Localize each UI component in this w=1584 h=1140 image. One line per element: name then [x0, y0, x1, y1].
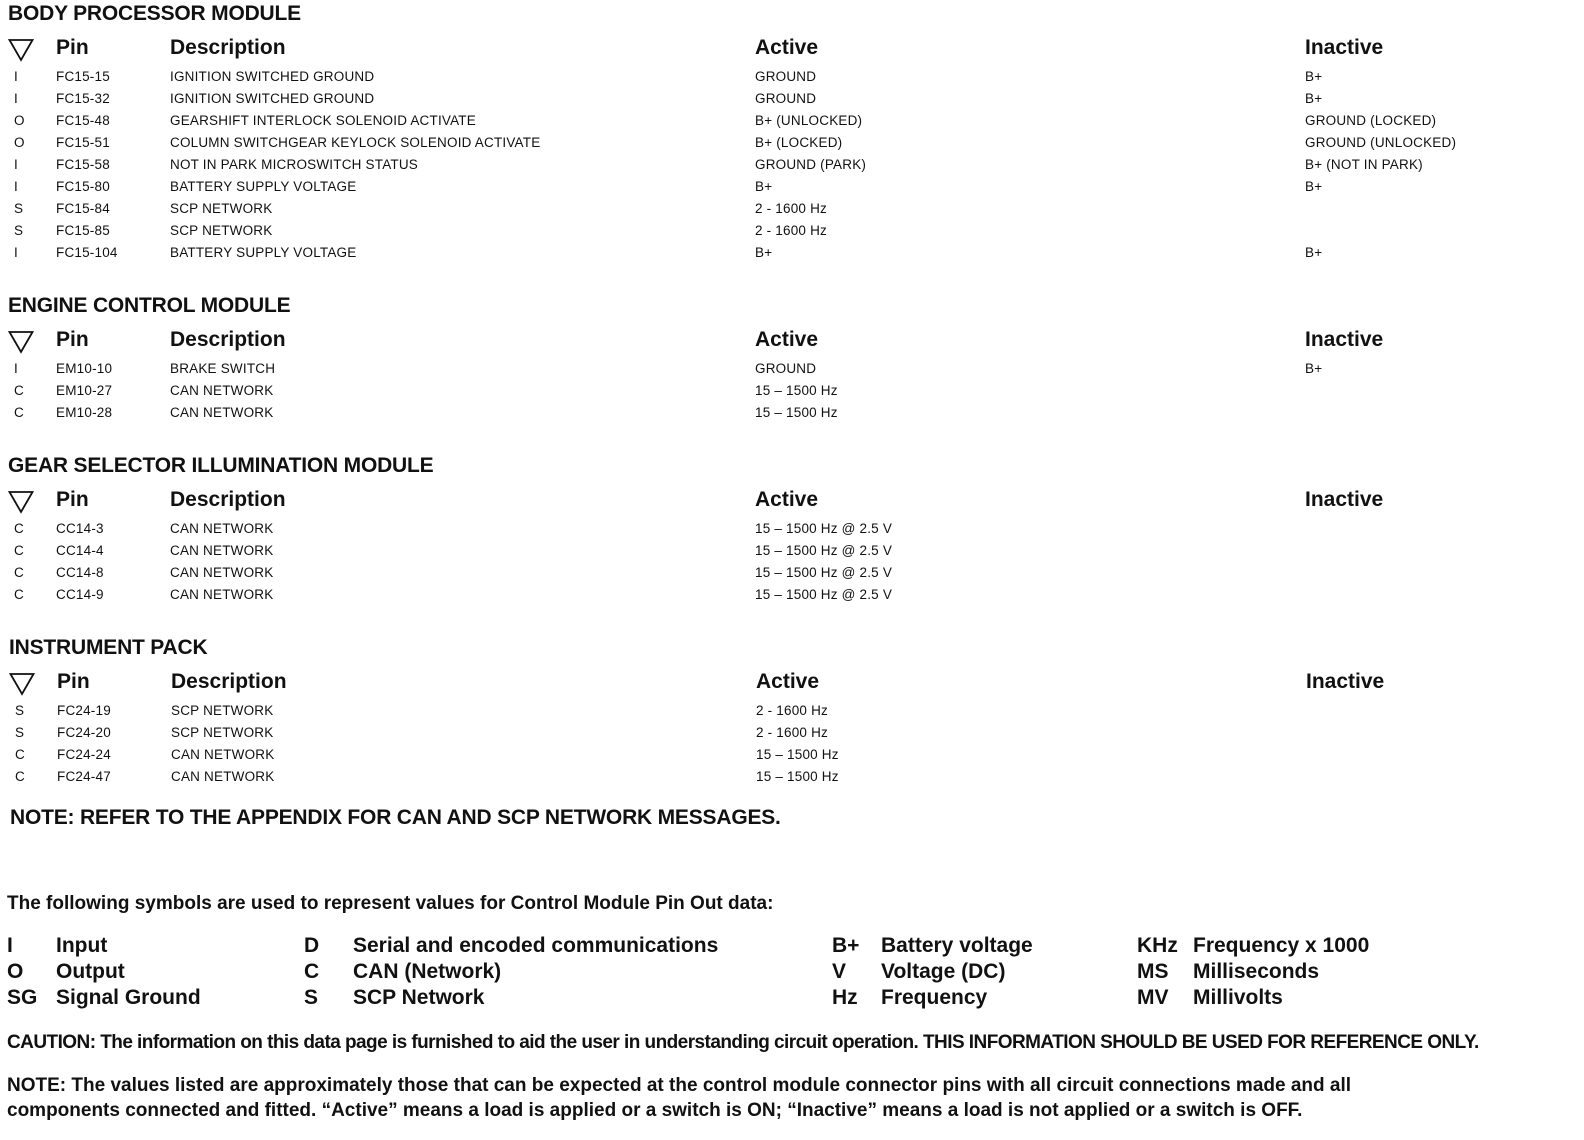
- pin-description: SCP NETWORK: [170, 201, 273, 216]
- section-title: INSTRUMENT PACK: [9, 636, 208, 659]
- table-row: [8, 380, 1568, 402]
- active-value: B+ (LOCKED): [755, 135, 843, 150]
- active-value: GROUND (PARK): [755, 157, 867, 172]
- table-row: [8, 176, 1568, 198]
- header-pin: Pin: [56, 36, 89, 59]
- values-note-line: NOTE: The values listed are approximately those that can be expected at the control module connector pins with all circuit connections made and all: [7, 1075, 1352, 1096]
- legend-meaning: Serial and encoded communications: [353, 934, 719, 957]
- table-body: [8, 358, 1568, 424]
- pin-id: CC14-4: [56, 543, 104, 558]
- pin-id: FC15-84: [56, 201, 110, 216]
- pin-type: C: [14, 521, 24, 536]
- pin-id: FC24-19: [57, 703, 111, 718]
- inactive-value: B+: [1305, 245, 1323, 260]
- pin-description: CAN NETWORK: [170, 587, 274, 602]
- active-value: GROUND: [755, 91, 817, 106]
- pin-type: C: [14, 565, 24, 580]
- table-row: [9, 766, 1569, 788]
- table-row: [8, 518, 1568, 540]
- header-description: Description: [170, 36, 286, 59]
- active-value: 2 - 1600 Hz: [755, 201, 827, 216]
- header-inactive: Inactive: [1305, 488, 1384, 511]
- active-value: 15 – 1500 Hz: [756, 769, 839, 784]
- table-body: [8, 518, 1568, 606]
- header-active: Active: [755, 328, 819, 351]
- header-description: Description: [170, 488, 286, 511]
- pin-id: FC24-24: [57, 747, 111, 762]
- pin-id: FC15-85: [56, 223, 110, 238]
- pin-description: CAN NETWORK: [170, 565, 274, 580]
- active-value: 15 – 1500 Hz: [755, 405, 838, 420]
- pin-type: C: [14, 543, 24, 558]
- table-row: [8, 154, 1568, 176]
- pin-description: BATTERY SUPPLY VOLTAGE: [170, 245, 357, 260]
- pin-id: FC15-32: [56, 91, 110, 106]
- pin-description: CAN NETWORK: [170, 543, 274, 558]
- header-description: Description: [170, 328, 286, 351]
- table-row: [8, 358, 1568, 380]
- pin-type: C: [14, 587, 24, 602]
- header-inactive: Inactive: [1306, 670, 1385, 693]
- pin-description: IGNITION SWITCHED GROUND: [170, 69, 375, 84]
- pin-id: FC15-104: [56, 245, 118, 260]
- header-inactive: Inactive: [1305, 328, 1384, 351]
- pin-description: NOT IN PARK MICROSWITCH STATUS: [170, 157, 419, 172]
- header-pin: Pin: [57, 670, 90, 693]
- table-row: [9, 722, 1569, 744]
- pin-type: C: [15, 747, 25, 762]
- table-row: [8, 220, 1568, 242]
- pin-id: CC14-9: [56, 587, 104, 602]
- legend-symbol: MV: [1137, 986, 1169, 1009]
- table-body: [9, 700, 1569, 788]
- table-row: [8, 88, 1568, 110]
- pin-id: CC14-3: [56, 521, 104, 536]
- inactive-value: B+: [1305, 69, 1323, 84]
- header-active: Active: [756, 670, 820, 693]
- table-row: [9, 744, 1569, 766]
- active-value: 15 – 1500 Hz: [756, 747, 839, 762]
- legend-symbol: KHz: [1137, 934, 1178, 957]
- pin-description: CAN NETWORK: [170, 521, 274, 536]
- active-value: GROUND: [755, 69, 817, 84]
- active-value: B+: [755, 179, 773, 194]
- header-pin: Pin: [56, 328, 89, 351]
- legend-symbol: D: [304, 934, 320, 957]
- pin-id: EM10-27: [56, 383, 113, 398]
- table-row: [8, 66, 1568, 88]
- pin-type: O: [14, 135, 25, 150]
- legend-symbol: SG: [7, 986, 38, 1009]
- header-pin: Pin: [56, 488, 89, 511]
- pin-type: I: [14, 157, 18, 172]
- header-active: Active: [755, 488, 819, 511]
- pin-type-triangle-icon: [8, 330, 34, 354]
- pin-description: SCP NETWORK: [171, 725, 274, 740]
- section-title: GEAR SELECTOR ILLUMINATION MODULE: [8, 454, 434, 477]
- table-row: [8, 540, 1568, 562]
- pin-type: I: [14, 69, 18, 84]
- active-value: 2 - 1600 Hz: [755, 223, 827, 238]
- inactive-value: B+ (NOT IN PARK): [1305, 157, 1423, 172]
- section-title: BODY PROCESSOR MODULE: [8, 2, 301, 25]
- pin-id: CC14-8: [56, 565, 104, 580]
- pin-description: CAN NETWORK: [170, 383, 274, 398]
- pin-id: EM10-10: [56, 361, 113, 376]
- active-value: 2 - 1600 Hz: [756, 725, 828, 740]
- table-row: [8, 584, 1568, 606]
- values-note: [7, 1073, 1567, 1123]
- active-value: GROUND: [755, 361, 817, 376]
- active-value: 15 – 1500 Hz @ 2.5 V: [755, 587, 893, 602]
- legend-meaning: Frequency: [881, 986, 988, 1009]
- legend-symbol: I: [7, 934, 13, 957]
- pin-type: I: [14, 179, 18, 194]
- pin-type: C: [15, 769, 25, 784]
- table-row: [8, 132, 1568, 154]
- pin-description: IGNITION SWITCHED GROUND: [170, 91, 375, 106]
- legend-symbol: MS: [1137, 960, 1169, 983]
- active-value: 15 – 1500 Hz @ 2.5 V: [755, 521, 893, 536]
- legend-meaning: Input: [56, 934, 108, 957]
- pin-type: I: [14, 245, 18, 260]
- pin-type: I: [14, 91, 18, 106]
- active-value: B+ (UNLOCKED): [755, 113, 863, 128]
- caution-text: CAUTION: The information on this data page is furnished to aid the user in understanding circuit operation. THIS INFORMATION SHOULD BE USED FOR REFERENCE ONLY.: [7, 1032, 1479, 1053]
- legend-symbol: O: [7, 960, 24, 983]
- pin-id: FC24-20: [57, 725, 111, 740]
- appendix-note: NOTE: REFER TO THE APPENDIX FOR CAN AND SCP NETWORK MESSAGES.: [10, 806, 781, 829]
- table-header: [8, 328, 1568, 354]
- legend-meaning: SCP Network: [353, 986, 485, 1009]
- legend-meaning: Signal Ground: [56, 986, 201, 1009]
- pin-id: FC15-80: [56, 179, 110, 194]
- legend-symbol: Hz: [832, 986, 858, 1009]
- legend-symbol: S: [304, 986, 319, 1009]
- legend-meaning: Voltage (DC): [881, 960, 1006, 983]
- header-inactive: Inactive: [1305, 36, 1384, 59]
- legend-meaning: Milliseconds: [1193, 960, 1320, 983]
- legend-meaning: Battery voltage: [881, 934, 1033, 957]
- inactive-value: GROUND (UNLOCKED): [1305, 135, 1457, 150]
- pin-type: C: [14, 383, 24, 398]
- active-value: 15 – 1500 Hz @ 2.5 V: [755, 565, 893, 580]
- legend-symbol: V: [832, 960, 847, 983]
- header-active: Active: [755, 36, 819, 59]
- legend-intro: The following symbols are used to represent values for Control Module Pin Out data:: [7, 893, 774, 914]
- pin-type: C: [14, 405, 24, 420]
- table-row: [8, 402, 1568, 424]
- table-body: [8, 66, 1568, 264]
- table-header: [8, 36, 1568, 62]
- pin-description: CAN NETWORK: [171, 769, 275, 784]
- pin-type: S: [15, 703, 25, 718]
- pin-description: BATTERY SUPPLY VOLTAGE: [170, 179, 357, 194]
- legend-meaning: Frequency x 1000: [1193, 934, 1370, 957]
- pin-id: EM10-28: [56, 405, 113, 420]
- pin-type-triangle-icon: [8, 38, 34, 62]
- active-value: 2 - 1600 Hz: [756, 703, 828, 718]
- table-header: [9, 670, 1569, 696]
- pin-type: S: [15, 725, 25, 740]
- active-value: B+: [755, 245, 773, 260]
- pin-type: I: [14, 361, 18, 376]
- pin-type: S: [14, 201, 24, 216]
- pin-description: SCP NETWORK: [171, 703, 274, 718]
- pin-type-triangle-icon: [8, 490, 34, 514]
- legend-meaning: Millivolts: [1193, 986, 1283, 1009]
- pin-type-triangle-icon: [9, 672, 35, 696]
- pin-description: COLUMN SWITCHGEAR KEYLOCK SOLENOID ACTIVATE: [170, 135, 541, 150]
- legend-symbol: B+: [832, 934, 860, 957]
- inactive-value: B+: [1305, 91, 1323, 106]
- table-row: [8, 110, 1568, 132]
- inactive-value: B+: [1305, 179, 1323, 194]
- pin-type: O: [14, 113, 25, 128]
- pin-id: FC15-15: [56, 69, 110, 84]
- pin-description: CAN NETWORK: [170, 405, 274, 420]
- pin-description: SCP NETWORK: [170, 223, 273, 238]
- table-row: [8, 562, 1568, 584]
- pin-id: FC15-58: [56, 157, 110, 172]
- pin-description: GEARSHIFT INTERLOCK SOLENOID ACTIVATE: [170, 113, 476, 128]
- active-value: 15 – 1500 Hz: [755, 383, 838, 398]
- pin-description: BRAKE SWITCH: [170, 361, 276, 376]
- pin-id: FC15-48: [56, 113, 110, 128]
- legend-meaning: Output: [56, 960, 125, 983]
- table-row: [9, 700, 1569, 722]
- table-row: [8, 242, 1568, 264]
- inactive-value: GROUND (LOCKED): [1305, 113, 1437, 128]
- table-row: [8, 198, 1568, 220]
- inactive-value: B+: [1305, 361, 1323, 376]
- header-description: Description: [171, 670, 287, 693]
- pin-id: FC24-47: [57, 769, 111, 784]
- legend-meaning: CAN (Network): [353, 960, 502, 983]
- legend-symbol: C: [304, 960, 320, 983]
- table-header: [8, 488, 1568, 514]
- pin-id: FC15-51: [56, 135, 110, 150]
- pin-description: CAN NETWORK: [171, 747, 275, 762]
- pin-type: S: [14, 223, 24, 238]
- active-value: 15 – 1500 Hz @ 2.5 V: [755, 543, 893, 558]
- values-note-line: components connected and fitted. “Active” means a load is applied or a switch is ON; “Inactive” means a load is not applied or a switch is OFF.: [7, 1100, 1303, 1121]
- section-title: ENGINE CONTROL MODULE: [8, 294, 291, 317]
